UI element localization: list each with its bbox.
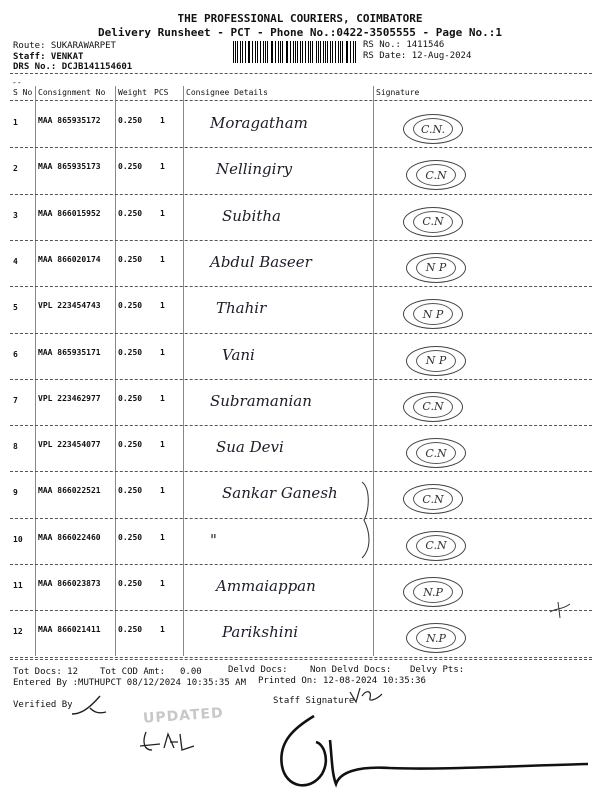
row-signature-stamp — [406, 438, 466, 468]
row-consignment-number: MAA 866023873 — [38, 579, 101, 588]
stamp-text: C.N. — [413, 118, 453, 140]
row-pieces: 1 — [160, 116, 165, 125]
stamp-text: N P — [416, 257, 456, 279]
divider — [10, 73, 592, 74]
row-divider — [10, 518, 592, 519]
row-divider — [10, 240, 592, 241]
col-pcs: PCS — [154, 88, 169, 97]
stamp-text: C.N — [416, 442, 456, 464]
barcode-bar — [263, 41, 264, 63]
row-signature-stamp — [403, 114, 463, 144]
large-signature — [270, 712, 590, 796]
barcode-bar — [255, 41, 256, 63]
row-weight: 0.250 — [118, 116, 143, 125]
row-divider — [10, 471, 592, 472]
row-divider — [10, 379, 592, 380]
row-pieces: 1 — [160, 254, 165, 264]
row-divider — [10, 610, 592, 611]
row-consignee-handwriting: Parikshini — [222, 623, 299, 642]
barcode-bar — [282, 41, 283, 63]
row-consignee-handwriting: Sankar Ganesh — [222, 484, 338, 503]
bracket-mark — [356, 480, 380, 560]
row-pieces: 1 — [160, 162, 165, 172]
barcode-bar — [287, 41, 288, 63]
entered-by: Entered By :MUTHUPCT 08/12/2024 10:35:35 AM — [13, 678, 246, 688]
row-weight: 0.250 — [118, 486, 143, 496]
header-divider — [10, 100, 592, 101]
stamp-text: N P — [416, 350, 456, 372]
row-consignee-handwriting: " — [210, 530, 217, 549]
column-rule — [373, 86, 374, 656]
footer-divider — [10, 659, 592, 660]
barcode-bar — [353, 41, 354, 63]
barcode-bar — [295, 41, 296, 63]
row-pieces: 1 — [160, 393, 165, 403]
row-serial-number: 7 — [13, 395, 18, 405]
stamp-text: C.N — [413, 211, 453, 233]
barcode-bar — [340, 41, 341, 63]
handwritten-signature — [138, 728, 198, 758]
row-signature-stamp — [403, 392, 463, 422]
row-consignment-number: MAA 865935173 — [38, 162, 101, 172]
row-pieces: 1 — [160, 347, 165, 357]
row-consignee-handwriting: Subitha — [222, 206, 281, 225]
row-serial-number: 1 — [13, 118, 18, 127]
row-signature-stamp — [403, 577, 463, 607]
row-signature-stamp — [406, 531, 466, 561]
row-consignee-handwriting: Thahir — [216, 299, 267, 318]
total-docs: Tot Docs: 12 — [13, 667, 79, 677]
row-weight: 0.250 — [118, 579, 143, 588]
company-title: THE PROFESSIONAL COURIERS, COIMBATORE — [177, 12, 423, 25]
row-pieces: 1 — [160, 301, 165, 311]
row-pieces: 1 — [160, 532, 165, 542]
row-consignment-number: VPL 223454077 — [38, 440, 101, 450]
barcode-bar — [245, 41, 246, 63]
row-serial-number: 6 — [13, 349, 18, 359]
rs-number: RS No.: 1411546 — [363, 40, 445, 50]
row-weight: 0.250 — [118, 301, 143, 311]
row-pieces: 1 — [160, 625, 165, 635]
row-serial-number: 4 — [13, 256, 18, 266]
row-consignee-handwriting: Nellingiry — [216, 160, 293, 179]
total-cod-label: Tot COD Amt: — [100, 667, 166, 677]
row-consignment-number: MAA 866022521 — [38, 486, 101, 496]
staff-signature-label: Staff Signature — [273, 696, 355, 706]
row-serial-number: 2 — [13, 164, 18, 174]
row-weight: 0.250 — [118, 254, 143, 264]
barcode-bar — [316, 41, 317, 63]
delivered-docs: Delvd Docs: — [228, 665, 288, 675]
row-signature-stamp — [406, 253, 466, 283]
column-rule — [35, 86, 36, 656]
stamp-text: C.N — [416, 535, 456, 557]
row-consignment-number: VPL 223462977 — [38, 393, 101, 403]
route-label: Route: SUKARAWARPET — [13, 41, 116, 51]
row-consignment-number: MAA 866020174 — [38, 254, 101, 264]
row-weight: 0.250 — [118, 625, 143, 635]
row-signature-stamp — [403, 207, 463, 237]
row-consignment-number: MAA 866015952 — [38, 208, 101, 218]
staff-initials-scribble — [348, 684, 388, 706]
delivery-points: Delvy Pts: — [410, 665, 465, 675]
verified-signature-scribble — [70, 690, 110, 720]
row-consignee-handwriting: Vani — [222, 345, 255, 364]
row-serial-number: 12 — [13, 627, 23, 637]
row-divider — [10, 286, 592, 287]
row-divider — [10, 657, 592, 658]
row-consignee-handwriting: Moragatham — [210, 114, 308, 132]
col-weight: Weight — [118, 88, 147, 97]
row-consignee-handwriting: Ammaiappan — [216, 577, 316, 595]
barcode-bar — [233, 41, 234, 63]
printed-on: Printed On: 12-08-2024 10:35:36 — [258, 676, 426, 686]
column-rule — [115, 86, 116, 656]
row-pieces: 1 — [160, 579, 165, 588]
barcode-bar — [346, 41, 347, 63]
row-consignment-number: MAA 865935171 — [38, 347, 101, 357]
barcode-bar — [267, 41, 268, 63]
row-consignee-handwriting: Abdul Baseer — [210, 252, 312, 271]
row-weight: 0.250 — [118, 347, 143, 357]
row-serial-number: 3 — [13, 210, 18, 220]
row-weight: 0.250 — [118, 532, 143, 542]
non-delivered-docs: Non Delvd Docs: — [310, 665, 392, 675]
row-serial-number: 9 — [13, 488, 18, 498]
col-consignee: Consignee Details — [186, 88, 268, 97]
row-serial-number: 10 — [13, 534, 23, 544]
row-consignment-number: VPL 223454743 — [38, 301, 101, 311]
row-signature-stamp — [403, 484, 463, 514]
row-serial-number: 11 — [13, 581, 23, 590]
row-divider — [10, 333, 592, 334]
row-signature-stamp — [406, 623, 466, 653]
stamp-text: C.N — [416, 164, 456, 186]
margin-tick-mark — [548, 598, 572, 622]
barcode-bar — [272, 41, 273, 63]
row-divider — [10, 564, 592, 565]
col-sno: S No — [13, 88, 33, 97]
row-pieces: 1 — [160, 440, 165, 450]
barcode-bar — [330, 41, 331, 63]
runsheet-subtitle: Delivery Runsheet - PCT - Phone No.:0422-3505555 - Page No.:1 — [98, 26, 502, 39]
row-divider — [10, 147, 592, 148]
row-weight: 0.250 — [118, 393, 143, 403]
barcode-bar — [252, 41, 253, 63]
stamp-text: N.P — [416, 627, 456, 649]
stamp-text: C.N — [413, 396, 453, 418]
row-consignee-handwriting: Sua Devi — [216, 438, 284, 457]
col-consignment: Consignment No — [38, 88, 106, 97]
row-serial-number: 8 — [13, 442, 18, 452]
barcode-bar — [275, 41, 276, 63]
row-signature-stamp — [406, 346, 466, 376]
col-signature: Signature — [376, 88, 420, 97]
rs-date: RS Date: 12-Aug-2024 — [363, 51, 472, 61]
row-consignment-number: MAA 866021411 — [38, 625, 101, 635]
barcode-bar — [308, 41, 309, 63]
updated-stamp: UPDATED — [142, 705, 225, 727]
row-weight: 0.250 — [118, 208, 143, 218]
row-divider — [10, 194, 592, 195]
total-cod-value: 0.00 — [180, 667, 202, 677]
stamp-text: N.P — [413, 581, 453, 603]
row-serial-number: 5 — [13, 303, 18, 313]
row-divider — [10, 425, 592, 426]
barcode-bar — [323, 41, 324, 63]
barcode-image — [233, 41, 357, 63]
barcode-bar — [300, 41, 301, 63]
barcode-bar — [332, 41, 333, 63]
stamp-text: C.N — [413, 488, 453, 510]
row-weight: 0.250 — [118, 440, 143, 450]
stamp-text: N P — [413, 303, 453, 325]
row-signature-stamp — [403, 299, 463, 329]
barcode-bar — [240, 41, 241, 63]
row-consignment-number: MAA 866022460 — [38, 532, 101, 542]
row-pieces: 1 — [160, 208, 165, 218]
column-rule — [183, 86, 184, 656]
row-signature-stamp — [406, 160, 466, 190]
verified-by-label: Verified By — [13, 700, 73, 710]
row-consignee-handwriting: Subramanian — [210, 391, 312, 410]
row-consignment-number: MAA 865935172 — [38, 116, 101, 125]
dash-mark: -- — [12, 78, 22, 87]
staff-label: Staff: VENKAT — [13, 52, 84, 62]
drs-number: DRS No.: DCJB141154601 — [13, 62, 133, 72]
row-pieces: 1 — [160, 486, 165, 496]
row-weight: 0.250 — [118, 162, 143, 172]
barcode-bar — [312, 41, 313, 63]
